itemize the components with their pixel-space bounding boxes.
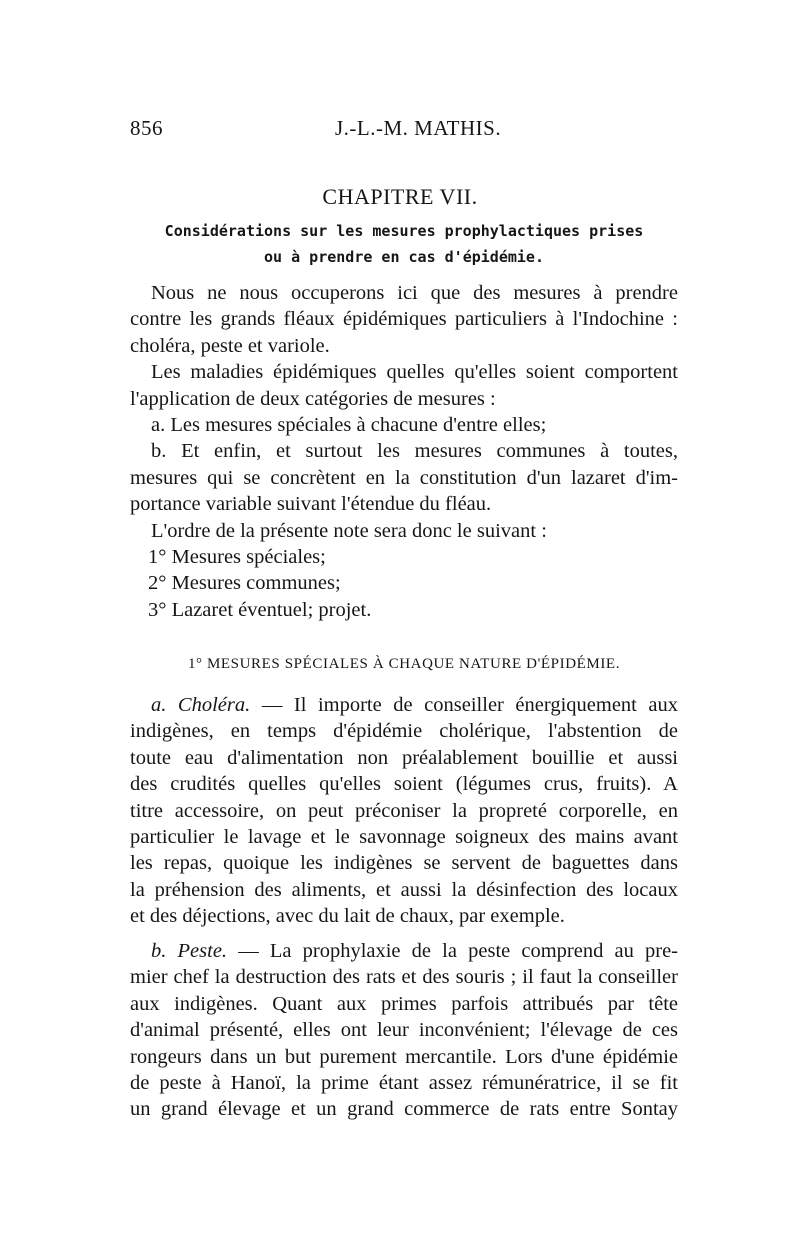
running-head — [130, 116, 675, 146]
intro-paragraphs — [130, 280, 678, 623]
text-line: d'animal présenté, elles ont leur inconvénient; l'élevage de ces — [130, 1019, 678, 1042]
text-line: b. Et enfin, et surtout les mesures communes à toutes, — [151, 440, 678, 463]
text-line: mesures qui se concrètent en la constitution d'un lazaret d'im- — [130, 466, 678, 489]
text-line: rongeurs dans un but purement mercantile. Lors d'une épidémie — [130, 1045, 678, 1068]
text-line: mier chef la destruction des rats et des souris ; il faut la conseiller — [130, 966, 678, 989]
text-line: la préhension des aliments, et aussi la désinfection des locaux — [130, 878, 678, 901]
text-line: toute eau d'alimentation non préalablement bouillie et aussi — [130, 746, 678, 769]
text-line: choléra, peste et variole. — [130, 334, 330, 357]
text-line: L'ordre de la présente note sera donc le suivant : — [151, 519, 547, 542]
text-line — [130, 692, 678, 718]
text-line: titre accessoire, on peut préconiser la propreté corporelle, en — [130, 799, 678, 822]
text-line: portance variable suivant l'étendue du fléau. — [130, 493, 492, 516]
text-line: aux indigènes. Quant aux primes parfois attribués par tête — [130, 992, 678, 1015]
cholera-paragraph — [130, 692, 678, 930]
text-fragment: — Il importe de conseiller énergiquement aux — [261, 694, 679, 716]
chapter-subtitle-line: Considérations sur les mesures prophylactiques prises — [164, 222, 644, 240]
text-line: les repas, quoique les indigènes se servent de baguettes dans — [130, 852, 678, 875]
chapter-subtitle-line: ou à prendre en cas d'épidémie. — [264, 248, 544, 266]
peste-paragraph — [130, 938, 678, 1123]
text-fragment: — La prophylaxie de la peste comprend au pre- — [238, 940, 679, 962]
chapter-subtitle — [130, 218, 678, 270]
text-line: particulier le lavage et le savonnage soigneux des mains avant — [130, 825, 678, 848]
text-line: Les maladies épidémiques quelles qu'elles soient comportent — [151, 361, 678, 384]
text-line: des crudités quelles qu'elles soient (légumes crus, fruits). A — [130, 773, 678, 796]
text-line: et des déjections, avec du lait de chaux, par exemple. — [130, 905, 565, 928]
text-line: l'application de deux catégories de mesures : — [130, 387, 496, 410]
peste-label: b. Peste. — [151, 940, 228, 962]
text-line: contre les grands fléaux épidémiques particuliers à l'Indochine : — [130, 308, 678, 331]
running-title: J.-L.-M. MATHIS. — [335, 116, 502, 140]
page-number: 856 — [130, 116, 163, 140]
list-item: 2° Mesures communes; — [148, 572, 341, 595]
cholera-label: a. Choléra. — [151, 694, 251, 716]
text-line: de peste à Hanoï, la prime étant assez rémunératrice, il se fit — [130, 1071, 678, 1094]
text-line: Nous ne nous occuperons ici que des mesures à prendre — [151, 282, 678, 304]
text-line: un grand élevage et un grand commerce de rats entre Sontay — [130, 1098, 678, 1121]
text-line: indigènes, en temps d'épidémie cholérique, l'abstention de — [130, 720, 678, 743]
chapter-title: CHAPITRE VII. — [322, 184, 478, 209]
text-line — [130, 938, 678, 964]
section-heading: 1° MESURES SPÉCIALES À CHAQUE NATURE D'ÉPIDÉMIE. — [187, 656, 621, 672]
text-line: a. Les mesures spéciales à chacune d'entre elles; — [151, 413, 547, 436]
list-item: 1° Mesures spéciales; — [148, 545, 326, 568]
list-item: 3° Lazaret éventuel; projet. — [148, 598, 372, 621]
